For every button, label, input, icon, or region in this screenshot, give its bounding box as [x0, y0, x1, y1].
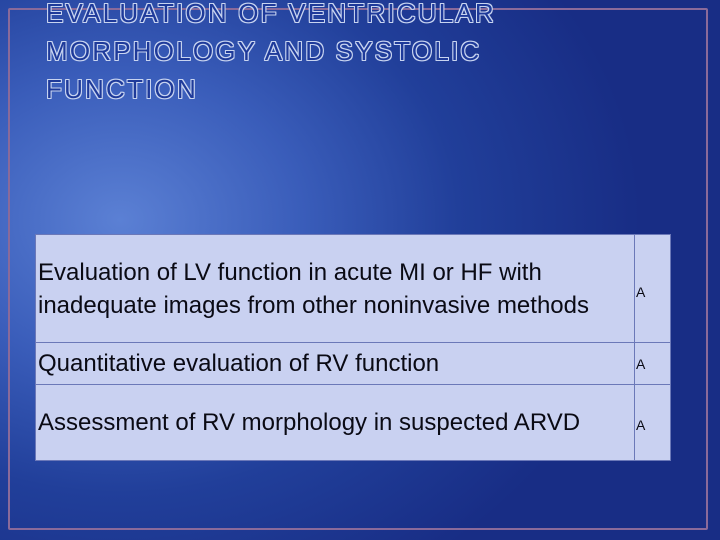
- title-line-2: MORPHOLOGY AND SYSTOLIC: [46, 36, 482, 66]
- indications-table: [35, 234, 671, 461]
- table-row: [36, 385, 671, 461]
- table-row: [36, 235, 671, 343]
- grade-cell: A: [635, 343, 671, 385]
- title-line-3: FUNCTION: [46, 74, 198, 104]
- indication-cell: Quantitative evaluation of RV function: [36, 343, 635, 385]
- indication-cell: Assessment of RV morphology in suspected ARVD: [36, 385, 635, 461]
- slide-title: [46, 0, 686, 108]
- table-row: [36, 343, 671, 385]
- indication-cell: Evaluation of LV function in acute MI or HF with inadequate images from other noninvasive methods: [36, 235, 635, 343]
- grade-cell: A: [635, 385, 671, 461]
- grade-cell: A: [635, 235, 671, 343]
- title-line-1: EVALUATION OF VENTRICULAR: [46, 0, 496, 28]
